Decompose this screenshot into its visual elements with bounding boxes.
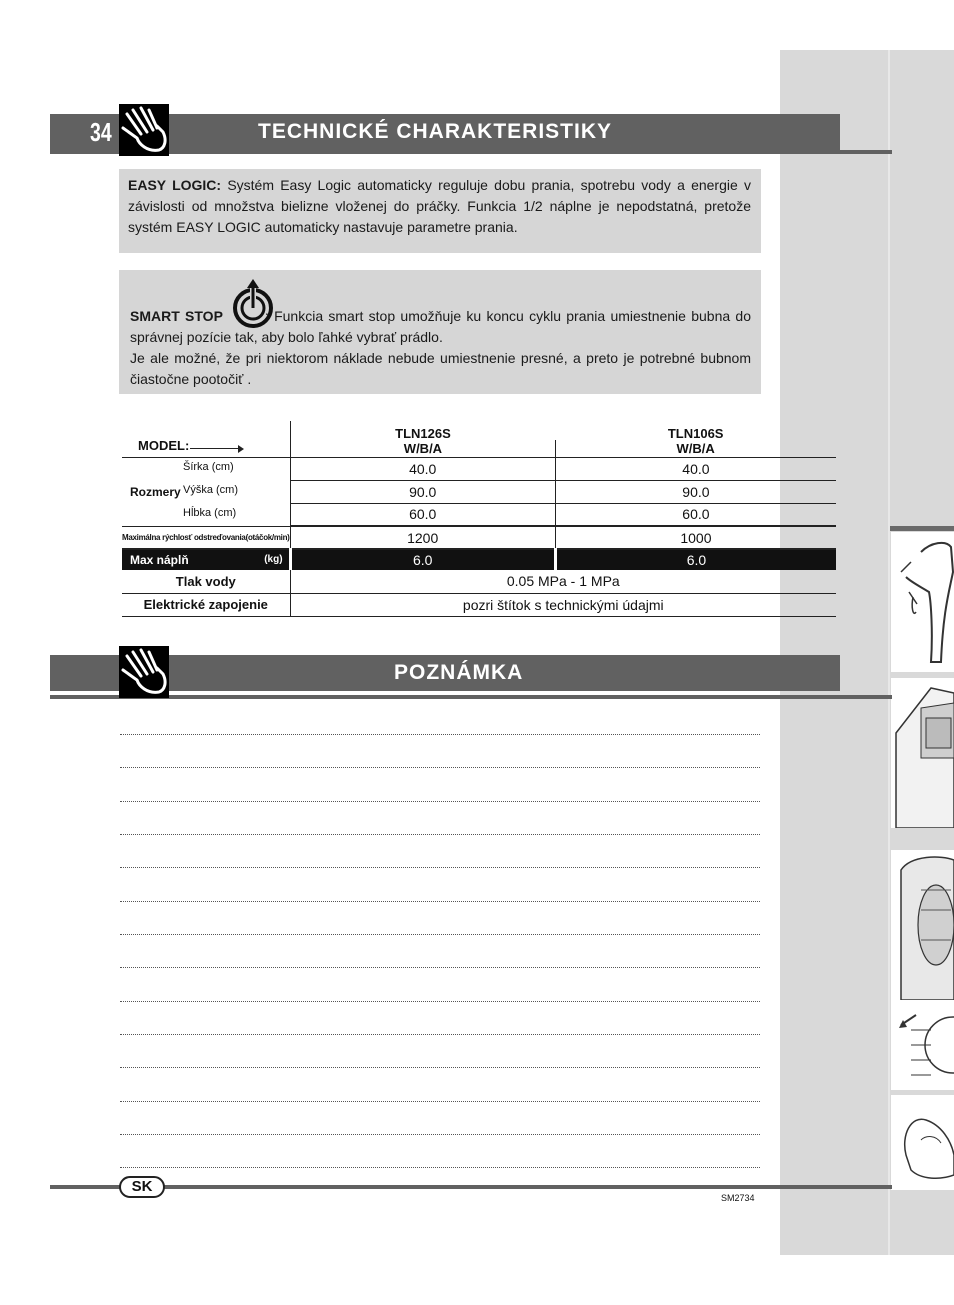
illustration-top-loader	[891, 678, 954, 828]
note-line	[120, 934, 760, 935]
height-value-2: 90.0	[555, 480, 836, 503]
max-load-label: Max náplň	[130, 553, 189, 567]
electrical-label: Elektrické zapojenie	[122, 593, 290, 616]
note-line	[120, 767, 760, 768]
width-label: Šírka (cm)	[183, 460, 234, 473]
note-line	[120, 901, 760, 902]
max-load-value-2: 6.0	[555, 549, 836, 570]
water-pressure-value: 0.05 MPa - 1 MPa	[290, 570, 836, 593]
easy-logic-paragraph	[128, 175, 751, 238]
note-line	[120, 834, 760, 835]
footer-rule	[50, 1185, 892, 1189]
table-row-max-load	[122, 549, 836, 570]
spin-value-1: 1200	[290, 526, 555, 549]
illustration-installation	[891, 532, 954, 672]
table-row	[122, 526, 836, 549]
note-line	[120, 801, 760, 802]
smart-stop-note: Je ale možné, že pri niektorom náklade nebude umiestnenie presné, a preto je potrebné bubnom čiastočne pootočiť .	[130, 350, 751, 387]
depth-label: Hĺbka (cm)	[183, 506, 237, 519]
table-row	[122, 570, 836, 593]
width-value-1: 40.0	[290, 457, 555, 480]
model-2-variant: W/B/A	[676, 440, 715, 456]
water-pressure-label: Tlak vody	[122, 570, 290, 593]
smart-stop-icon	[231, 278, 275, 328]
arrow-head-icon	[238, 445, 244, 453]
note-line	[120, 1134, 760, 1135]
hand-icon	[119, 104, 169, 156]
smart-stop-text: : Funkcia smart stop umožňuje ku koncu cyklu prania umiestnenie bubna do správnej pozície tak, aby bolo ľahké vybrať prádlo.	[130, 308, 752, 345]
illustration-control-knob	[891, 1000, 954, 1090]
smart-stop-label: SMART STOP	[130, 308, 223, 324]
dimensions-label-cell	[122, 457, 290, 526]
illustration-hand	[891, 1095, 954, 1190]
spec-table	[122, 421, 836, 617]
easy-logic-box	[119, 169, 761, 253]
dimensions-label: Rozmery	[130, 484, 181, 499]
note-line	[120, 867, 760, 868]
easy-logic-text: Systém Easy Logic automaticky reguluje dobu prania, spotrebu vody a energie v závislosti od množstva bielizne vloženej do práčky. Funkcia 1/2 náplne je nepodstatná, pretože systém EASY LOGIC automaticky nastavuje parametre prania.	[128, 177, 751, 235]
depth-value-1: 60.0	[290, 503, 555, 526]
max-load-unit: (kg)	[264, 554, 283, 565]
model-1-variant: W/B/A	[403, 440, 443, 456]
spin-value-2: 1000	[555, 526, 836, 549]
table-row	[122, 593, 836, 616]
section-title: TECHNICKÉ CHARAKTERISTIKY	[258, 120, 613, 143]
smart-stop-box	[119, 270, 761, 394]
model-label-cell	[122, 421, 290, 457]
side-panel-rule	[890, 526, 954, 531]
note-line	[120, 1101, 760, 1102]
note-line	[120, 1034, 760, 1035]
model-1-name: TLN126S	[395, 425, 451, 441]
depth-value-2: 60.0	[555, 503, 836, 526]
spin-label: Maximálna rýchlosť odstreďovania(otáčok/min)	[122, 526, 290, 549]
language-badge: SK	[119, 1176, 165, 1198]
section-header-rule	[50, 150, 892, 154]
max-load-value-1: 6.0	[290, 549, 555, 570]
table-header-row	[122, 421, 836, 457]
note-title: POZNÁMKA	[394, 661, 524, 684]
width-value-2: 40.0	[555, 457, 836, 480]
model-2-header	[555, 421, 836, 457]
note-line	[120, 1067, 760, 1068]
note-line	[120, 1001, 760, 1002]
note-line	[120, 1167, 760, 1168]
model-1-header	[290, 421, 555, 457]
model-2-name: TLN106S	[667, 425, 724, 441]
illustration-drum	[891, 850, 954, 1000]
easy-logic-label: EASY LOGIC:	[128, 177, 222, 193]
max-load-label-cell	[122, 549, 290, 570]
model-label: MODEL:	[138, 438, 190, 453]
page-number: 34	[90, 117, 112, 147]
table-row	[122, 457, 836, 480]
side-panel-divider	[888, 50, 890, 1255]
note-line	[120, 734, 760, 735]
height-value-1: 90.0	[290, 480, 555, 503]
note-header-rule	[50, 695, 892, 699]
model-arrow-icon	[190, 448, 242, 449]
electrical-value: pozri štítok s technickými údajmi	[290, 593, 836, 616]
hand-icon	[119, 646, 169, 698]
note-line	[120, 967, 760, 968]
height-label: Výška (cm)	[183, 483, 238, 496]
smart-stop-paragraph	[130, 306, 751, 348]
document-code: SM2734	[721, 1193, 755, 1203]
